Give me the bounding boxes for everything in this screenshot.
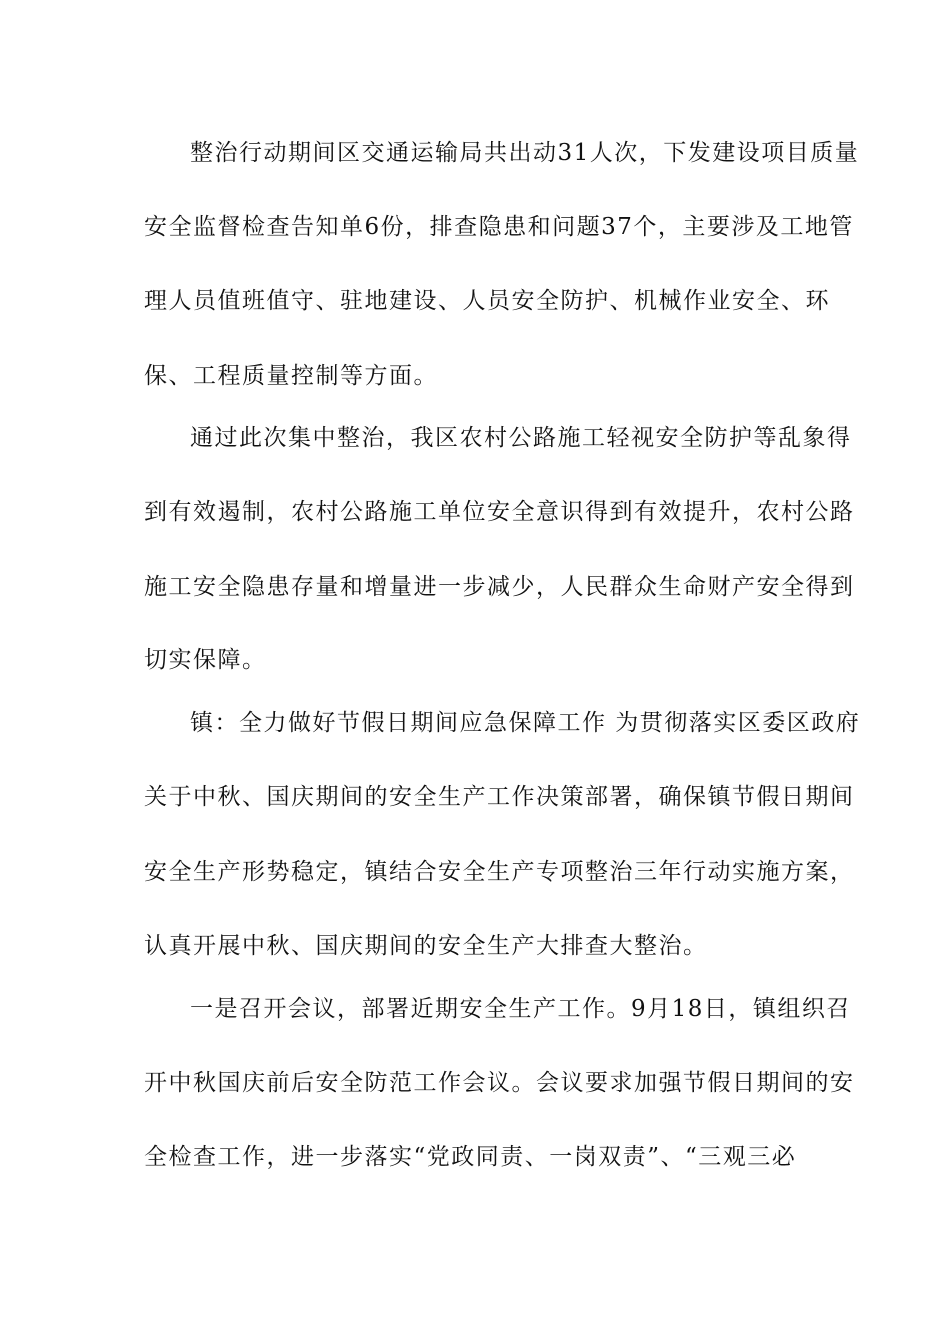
paragraph-3-line-2: 关于中秋、国庆期间的安全生产工作决策部署，确保镇节假日期间 xyxy=(144,784,855,810)
paragraph-1-line-1: 整治行动期间区交通运输局共出动31人次，下发建设项目质量 xyxy=(190,140,860,166)
paragraph-1-line-4: 保、工程质量控制等方面。 xyxy=(144,363,438,389)
paragraph-1-line-2: 安全监督检查告知单6份，排查隐患和问题37个，主要涉及工地管 xyxy=(144,214,854,240)
paragraph-3-line-3: 安全生产形势稳定，镇结合安全生产专项整治三年行动实施方案， xyxy=(144,859,855,885)
paragraph-4-line-3: 全检查工作，进一步落实“党政同责、一岗双责”、“三观三必 xyxy=(144,1144,797,1170)
paragraph-3-line-4: 认真开展中秋、国庆期间的安全生产大排查大整治。 xyxy=(144,933,708,959)
paragraph-2-line-1: 通过此次集中整治，我区农村公路施工轻视安全防护等乱象得 xyxy=(190,425,852,451)
paragraph-4-line-1: 一是召开会议，部署近期安全生产工作。9月18日，镇组织召 xyxy=(190,996,851,1022)
paragraph-2-line-3: 施工安全隐患存量和增量进一步减少，人民群众生命财产安全得到 xyxy=(144,574,855,600)
paragraph-2-line-2: 到有效遏制，农村公路施工单位安全意识得到有效提升，农村公路 xyxy=(144,499,855,525)
paragraph-4-line-2: 开中秋国庆前后安全防范工作会议。会议要求加强节假日期间的安 xyxy=(144,1070,855,1096)
paragraph-2-line-4: 切实保障。 xyxy=(144,647,267,673)
paragraph-1-line-3: 理人员值班值守、驻地建设、人员安全防护、机械作业安全、环 xyxy=(144,288,830,314)
paragraph-3-line-1: 镇：全力做好节假日期间应急保障工作 为贯彻落实区委区政府 xyxy=(190,710,861,736)
